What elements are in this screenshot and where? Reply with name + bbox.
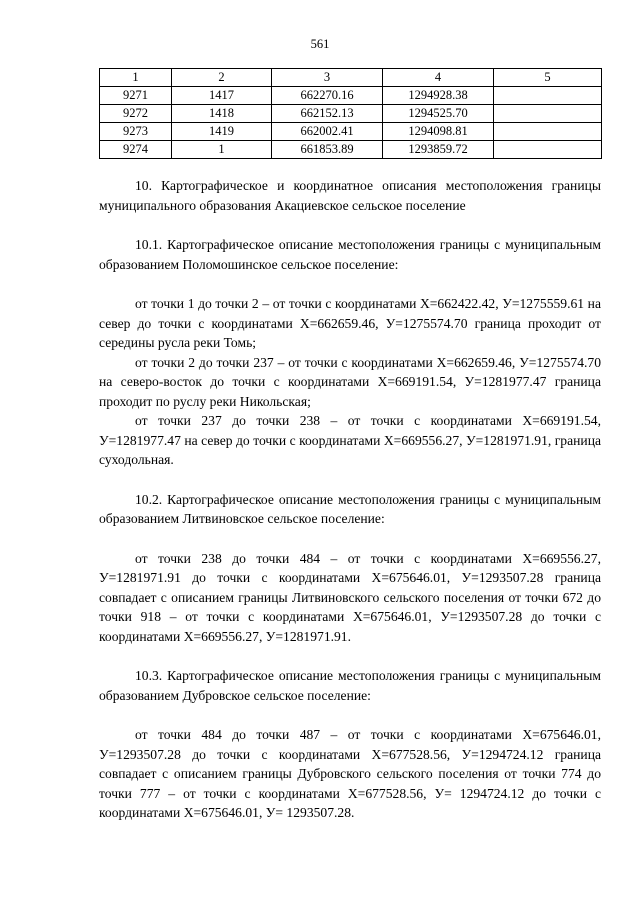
table-cell: 1418 [172, 105, 272, 123]
section-10-3-paragraph: от точки 484 до точки 487 – от точки с координатами X=675646.01, У=1293507.28 до точки с координатами X=677528.56, У=1294724.12 граница совпадает с описанием границы Дубровского сельского поселения от точки 774 до точки 777 – от точки с координатами X=677528.56, У= 1294724.12 до точки с координатами X=675646.01, У= 1293507.28. [99, 727, 601, 820]
table-cell: 661853.89 [272, 141, 383, 159]
table-cell: 662270.16 [272, 87, 383, 105]
section-10-1-heading: 10.1. Картографическое описание местоположения границы с муниципальным образованием Поломошинское сельское поселение: [99, 237, 601, 272]
table-cell [494, 87, 602, 105]
table-cell: 1 [172, 141, 272, 159]
table-cell: 662152.13 [272, 105, 383, 123]
section-10-heading: 10. Картографическое и координатное описания местоположения границы муниципального образования Акациевское сельское поселение [99, 178, 601, 213]
table-header-cell: 5 [494, 69, 602, 87]
table-header-cell: 2 [172, 69, 272, 87]
table-row [100, 141, 602, 159]
table-cell [494, 141, 602, 159]
section-10-3-heading: 10.3. Картографическое описание местоположения границы с муниципальным образованием Дубровское сельское поселение: [99, 668, 601, 703]
table-cell: 662002.41 [272, 123, 383, 141]
section-10-2-paragraph: от точки 238 до точки 484 – от точки с координатами X=669556.27, У=1281971.91 до точки с координатами X=675646.01, У=1293507.28 граница совпадает с описанием границы Литвиновского сельского поселения от точки 672 до точки 918 – от точки с координатами X=675646.01, У=1293507.28 до точки с координатами X=669556.27, У=1281971.91. [99, 550, 601, 644]
table-row [100, 87, 602, 105]
section-10-1-paragraph: от точки 2 до точки 237 – от точки с координатами X=662659.46, У=1275574.70 на северо-восток до точки с координатами X=669191.54, У=1281977.47 граница проходит по руслу реки Никольская; [99, 354, 601, 409]
table-cell: 1294525.70 [383, 105, 494, 123]
coordinates-table [99, 68, 602, 159]
table-row [100, 105, 602, 123]
table-cell: 1294098.81 [383, 123, 494, 141]
document-body [99, 176, 601, 823]
table-header-row [100, 69, 602, 87]
table-cell: 1293859.72 [383, 141, 494, 159]
table-cell: 9272 [100, 105, 172, 123]
table-row [100, 123, 602, 141]
table-cell: 9273 [100, 123, 172, 141]
section-10-1-paragraph: от точки 1 до точки 2 – от точки с координатами X=662422.42, У=1275559.61 на север до точки с координатами X=662659.46, У=1275574.70 граница проходит от середины русла реки Томь; [99, 296, 601, 350]
section-10-1-paragraph: от точки 237 до точки 238 – от точки с координатами X=669191.54, У=1281977.47 на север до точки с координатами X=669556.27, У=1281971.91, граница суходольная. [99, 413, 601, 467]
table-header-cell: 1 [100, 69, 172, 87]
table-cell [494, 123, 602, 141]
table-cell [494, 105, 602, 123]
table-cell: 9271 [100, 87, 172, 105]
page-number: 561 [310, 37, 330, 51]
table-cell: 1294928.38 [383, 87, 494, 105]
section-10-2-heading: 10.2. Картографическое описание местоположения границы с муниципальным образованием Литвиновское сельское поселение: [99, 491, 601, 526]
table-cell: 1419 [172, 123, 272, 141]
table-header-cell: 4 [383, 69, 494, 87]
table-cell: 1417 [172, 87, 272, 105]
table-header-cell: 3 [272, 69, 383, 87]
table-cell: 9274 [100, 141, 172, 159]
